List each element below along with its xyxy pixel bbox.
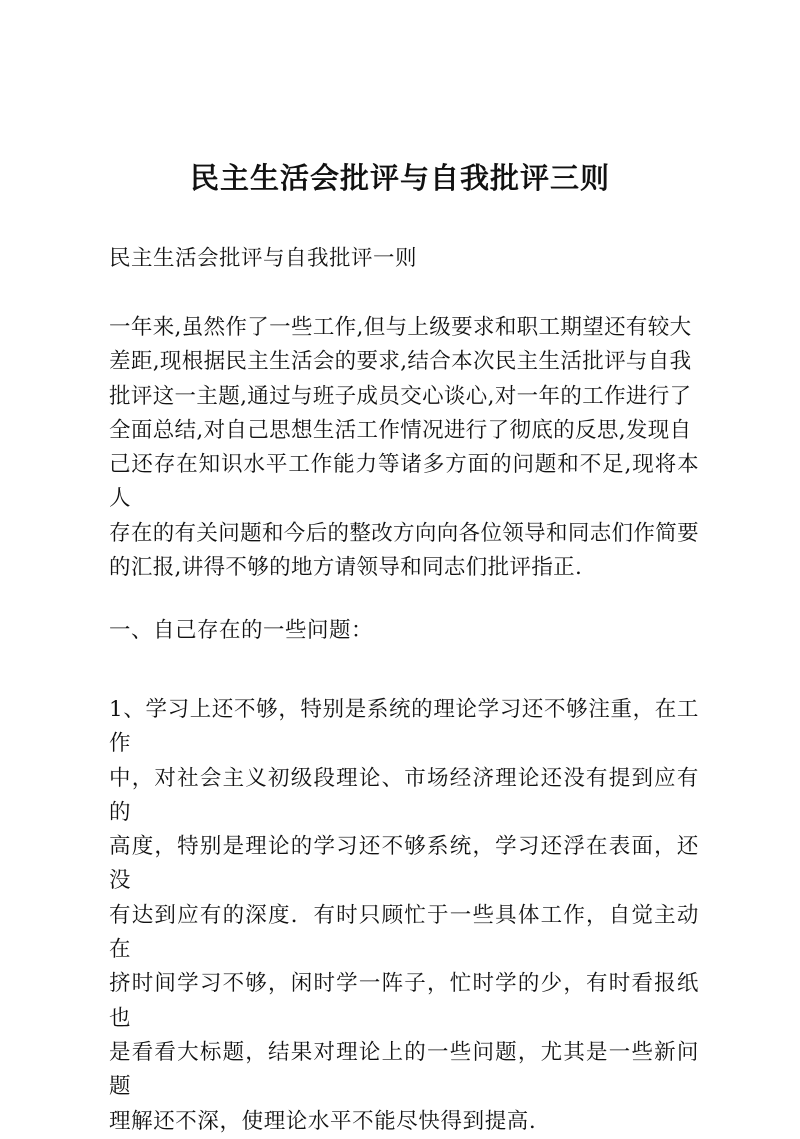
document-title: 民主生活会批评与自我批评三则 xyxy=(189,161,610,195)
item-1-paragraph: 1、学习上还不够，特别是系统的理论学习还不够注重，在工作 中，对社会主义初级段理论、市场经济理论还没有提到应有的 高度，特别是理论的学习还不够系统，学习还浮在表面，还没 有达到应有的深度．有时只顾忙于一些具体工作，自觉主动在 挤时间学习不够，闲时学一阵子，忙时学的少，有时看报纸也 是看看大标题，结果对理论上的一些问题，尤其是一些新问题 理解还不深，使理论水平不能尽快得到提高. xyxy=(109,697,699,1134)
intro-paragraph: 一年来,虽然作了一些工作,但与上级要求和职工期望还有较大 差距,现根据民主生活会的要求,结合本次民主生活批评与自我 批评这一主题,通过与班子成员交心谈心,对一年的工作进行了 全面总结,对自己思想生活工作情况进行了彻底的反思,发现自 己还存在知识水平工作能力等诸多方面的问题和不足,现将本人 存在的有关问题和今后的整改方向向各位领导和同志们作简要 的汇报,讲得不够的地方请领导和同志们批评指正. xyxy=(109,315,699,581)
document-subtitle: 民主生活会批评与自我批评一则 xyxy=(109,246,418,271)
section-heading: 一、自己存在的一些问题： xyxy=(109,618,374,643)
